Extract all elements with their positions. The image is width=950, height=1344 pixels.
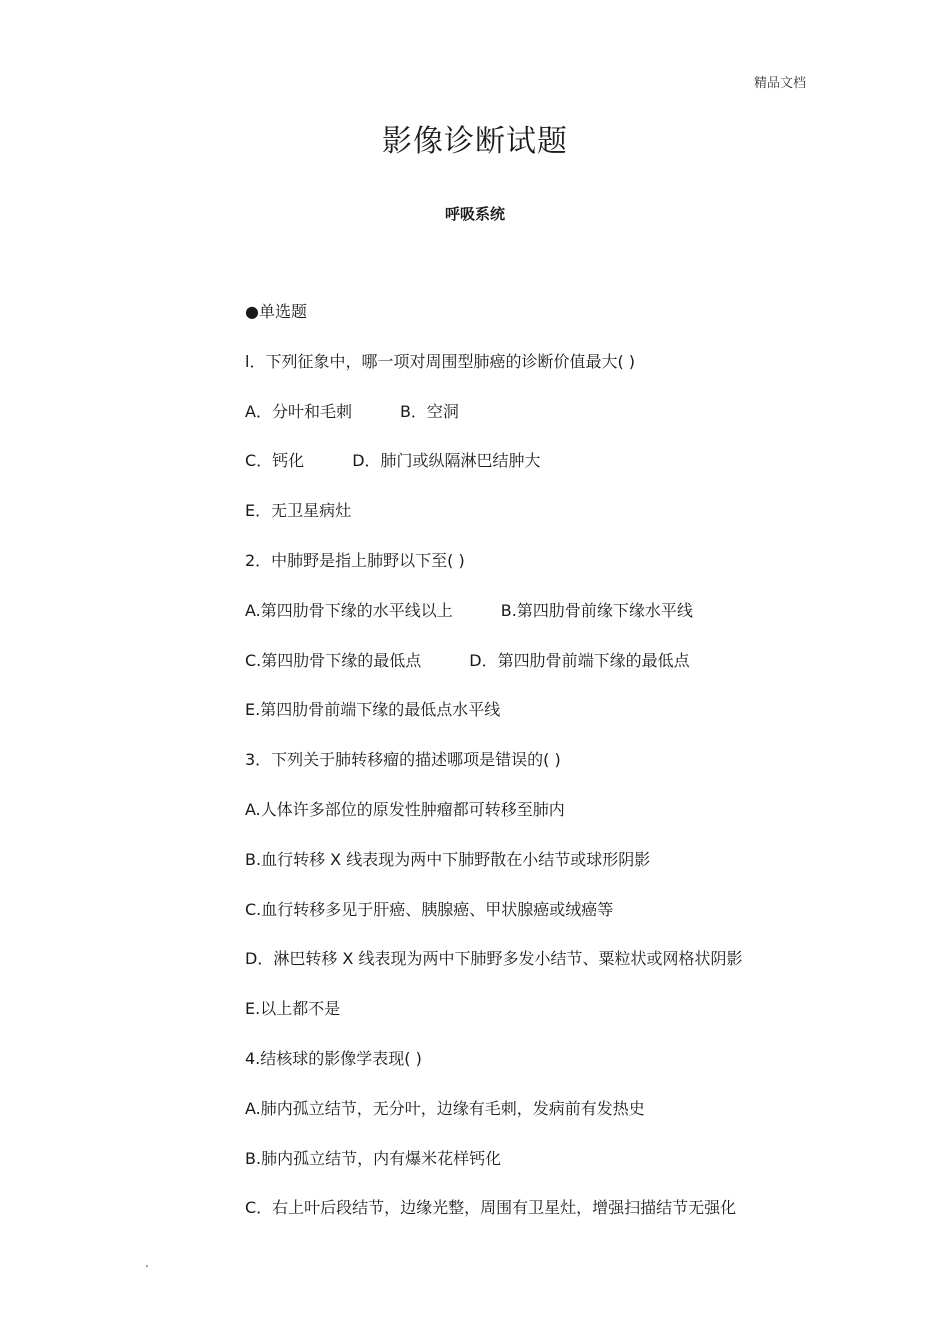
option-a: A.第四肋骨下缘的水平线以上: [245, 600, 453, 620]
option-e: E.以上都不是: [245, 999, 341, 1019]
options-row: [245, 599, 865, 649]
option-c: C．钙化: [245, 451, 305, 471]
question-1: l．下列征象中，哪一项对周围型肺癌的诊断价值最大( ): [245, 351, 636, 371]
option-b: B.血行转移 X 线表现为两中下肺野散在小结节或球形阴影: [245, 849, 651, 869]
options-row: [245, 400, 865, 450]
option-e: E．无卫星病灶: [245, 501, 352, 521]
document-title: 影像诊断试题: [382, 124, 568, 159]
option-b: B．空洞: [399, 401, 459, 421]
option-d: D．第四肋骨前端下缘的最低点: [469, 650, 690, 670]
option-d: D．肺门或纵隔淋巴结肿大: [352, 451, 541, 471]
header-note: 精品文档: [753, 76, 806, 91]
option-c: C.血行转移多见于肝癌、胰腺癌、甲状腺癌或绒癌等: [245, 899, 614, 919]
option-c: C.第四肋骨下缘的最低点: [245, 650, 422, 670]
question-type-heading: ●单选题: [245, 302, 307, 321]
option-e: E.第四肋骨前端下缘的最低点水平线: [245, 700, 501, 720]
options-row: [245, 649, 865, 699]
option-d: D．淋巴转移 X 线表现为两中下肺野多发小结节、粟粒状或网格状阴影: [245, 949, 743, 969]
footer-mark: .: [145, 1256, 149, 1270]
question-3: 3．下列关于肺转移瘤的描述哪项是错误的( ): [245, 750, 561, 770]
option-c: C．右上叶后段结节，边缘光整，周围有卫星灶，增强扫描结节无强化: [245, 1198, 737, 1218]
option-b: B.第四肋骨前缘下缘水平线: [500, 600, 693, 620]
option-a: A.肺内孤立结节，无分叶，边缘有毛刺，发病前有发热史: [245, 1098, 645, 1118]
option-a: A.人体许多部位的原发性肿瘤都可转移至肺内: [245, 799, 565, 819]
option-a: A．分叶和毛刺: [245, 401, 352, 421]
question-4: 4.结核球的影像学表现( ): [245, 1048, 422, 1068]
question-2: 2．中肺野是指上肺野以下至( ): [245, 550, 465, 570]
options-row: [245, 449, 865, 499]
section-title: 呼吸系统: [444, 205, 505, 223]
question-list: [245, 300, 865, 1246]
option-b: B.肺内孤立结节，内有爆米花样钙化: [245, 1148, 502, 1168]
